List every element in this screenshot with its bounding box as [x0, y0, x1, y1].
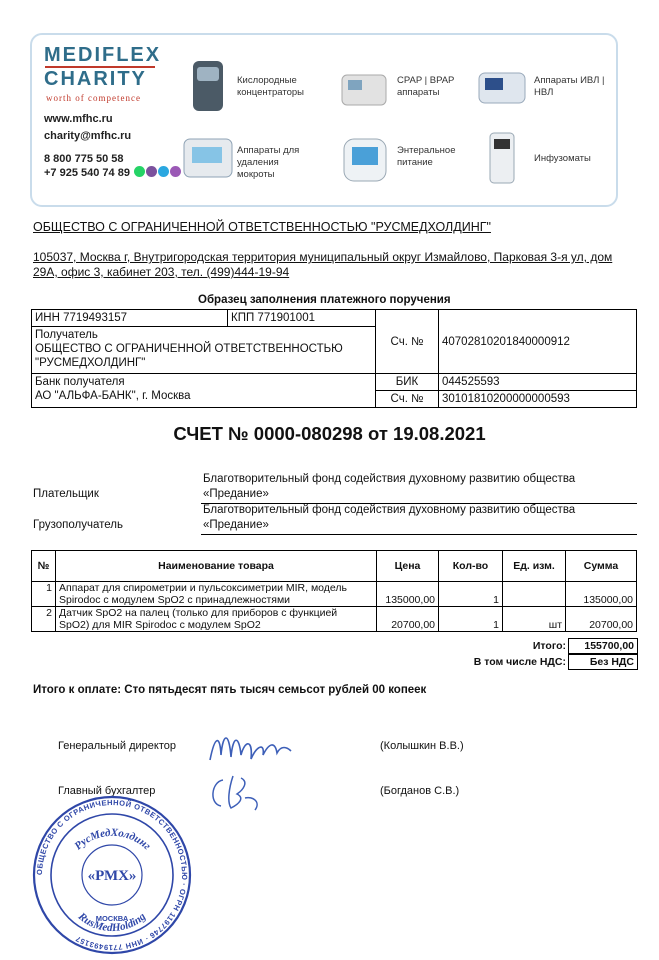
col-header: Наименование товара: [56, 551, 377, 582]
product-label: Энтеральное питание: [397, 145, 456, 168]
payer-name-line1: Благотворительный фонд содействия духовному развитию общества: [203, 473, 576, 485]
skype-icon: [158, 166, 169, 177]
phone-1: 8 800 775 50 58: [44, 153, 124, 165]
phone-2: +7 925 540 74 89: [44, 167, 130, 179]
company-stamp: [30, 795, 195, 955]
accountant-label: Главный бухгалтер: [58, 785, 156, 797]
recipient-name-line1: ОБЩЕСТВО С ОГРАНИЧЕННОЙ ОТВЕТСТВЕННОСТЬЮ: [35, 343, 343, 355]
col-header: Ед. изм.: [503, 551, 566, 582]
product-label: Инфузоматы: [534, 153, 591, 164]
product-name: [56, 607, 377, 632]
vat-label: В том числе НДС:: [473, 656, 566, 668]
payer-name-line2: «Предание»: [203, 488, 269, 500]
bank-name: АО "АЛЬФА-БАНК", г. Москва: [35, 390, 191, 402]
invoice-title: СЧЕТ № 0000-080298 от 19.08.2021: [173, 423, 486, 444]
ventilator-icon: [477, 69, 527, 109]
product-name-line2: SpO2) для MIR Spirodoc с модулем SpO2: [59, 619, 261, 631]
row-sum: 20700,00: [566, 607, 637, 632]
bik-value: 044525593: [439, 374, 637, 391]
viber-icon: [146, 166, 157, 177]
stamp-bottom-text: RusMedHolding: [75, 910, 149, 935]
sputum-device-icon: [182, 133, 234, 183]
quantity: 1: [439, 607, 503, 632]
director-label: Генеральный директор: [58, 740, 176, 752]
product-name-line2: Spirodoc с модулем SpO2 с принадлежностями: [59, 594, 291, 606]
product-label: Аппараты ИВЛ | НВЛ: [534, 75, 605, 98]
company-address-line2: 29А, офис 3, кабинет 203, тел. (499)444-19-94: [33, 265, 290, 279]
goods-table: [31, 550, 637, 632]
table-row: [32, 582, 637, 607]
company-name: ОБЩЕСТВО С ОГРАНИЧЕННОЙ ОТВЕТСТВЕННОСТЬЮ "РУСМЕДХОЛДИНГ": [33, 220, 491, 234]
email-link[interactable]: charity@mfhc.ru: [44, 130, 132, 142]
logo-tagline: worth of competence: [46, 93, 141, 103]
account-number: 40702810201840000912: [439, 310, 637, 374]
logo-line2: CHARITY: [44, 68, 147, 90]
kpp-cell: КПП 771901001: [228, 310, 376, 327]
payer-label: Плательщик: [33, 488, 99, 500]
table-row: [32, 607, 637, 632]
website-link[interactable]: www.mfhc.ru: [44, 113, 113, 125]
total-label: Итого:: [532, 640, 566, 652]
accountant-signature: [205, 768, 275, 818]
row-number: 1: [32, 582, 56, 607]
amount-in-words: Итого к оплате: Сто пятьдесят пять тысяч семьсот рублей 00 копеек: [33, 684, 427, 696]
inn-cell: ИНН 7719493157: [32, 310, 228, 327]
advertising-banner: [30, 33, 618, 207]
infusion-pump-icon: [484, 131, 520, 187]
col-header: Кол-во: [439, 551, 503, 582]
bank-cell: [32, 374, 376, 408]
messenger-icon: [170, 166, 181, 177]
col-header: Сумма: [566, 551, 637, 582]
oxygen-concentrator-icon: [187, 57, 229, 117]
product-label: CPAP | BPAP аппараты: [397, 75, 455, 98]
total-value: 155700,00: [568, 638, 638, 654]
col-header: Цена: [377, 551, 439, 582]
unit: шт: [503, 607, 566, 632]
consignee-underline: [201, 534, 637, 535]
director-name: (Колышкин В.В.): [380, 740, 464, 752]
stamp-ring-text: ОБЩЕСТВО С ОГРАНИЧЕННОЙ ОТВЕТСТВЕННОСТЬЮ · ОГРН 1197746 · ИНН 7719493157: [34, 797, 190, 953]
consignee-name-line1: Благотворительный фонд содействия духовному развитию общества: [203, 504, 576, 516]
price: 135000,00: [377, 582, 439, 607]
unit: [503, 582, 566, 607]
stamp-top-text: РусМедХолдинг: [72, 826, 153, 853]
recipient-cell: [32, 327, 376, 374]
col-header: №: [32, 551, 56, 582]
product-label: Аппараты для удаления мокроты: [237, 145, 300, 180]
price: 20700,00: [377, 607, 439, 632]
recipient-name-line2: "РУСМЕДХОЛДИНГ": [35, 357, 146, 369]
stamp-center-text: «РМХ»: [87, 868, 137, 884]
quantity: 1: [439, 582, 503, 607]
bik-label: БИК: [376, 374, 439, 391]
consignee-label: Грузополучатель: [33, 519, 123, 531]
cpap-device-icon: [340, 67, 388, 111]
table-header-row: [32, 551, 637, 582]
corr-account-value: 30101810200000000593: [439, 391, 637, 408]
accountant-name: (Богданов С.В.): [380, 785, 460, 797]
logo-line1: MEDIFLEX: [44, 44, 162, 66]
consignee-name-line2: «Предание»: [203, 519, 269, 531]
product-name: [56, 582, 377, 607]
company-address-line1: 105037, Москва г, Внутригородская территория муниципальный округ Измайлово, Парковая 3-я ул, дом: [33, 250, 613, 264]
payment-details-table: [31, 309, 637, 408]
corr-account-label: Сч. №: [376, 391, 439, 408]
whatsapp-icon: [134, 166, 145, 177]
vat-value: Без НДС: [568, 654, 638, 670]
row-sum: 135000,00: [566, 582, 637, 607]
product-label: Кислородные концентраторы: [237, 75, 305, 98]
payment-form-title: Образец заполнения платежного поручения: [198, 294, 451, 306]
product-name-line1: Датчик SpO2 на палец (только для приборов с функцией: [59, 607, 338, 619]
account-label: Сч. №: [376, 310, 439, 374]
bank-label: Банк получателя: [35, 376, 125, 388]
recipient-label: Получатель: [35, 329, 98, 341]
stamp-city: МОСКВА: [95, 914, 129, 923]
enteral-pump-icon: [340, 135, 390, 185]
svg-text:РусМедХолдинг: [72, 827, 153, 853]
product-name-line1: Аппарат для спирометрии и пульсоксиметрии MIR, модель: [59, 582, 347, 594]
row-number: 2: [32, 607, 56, 632]
